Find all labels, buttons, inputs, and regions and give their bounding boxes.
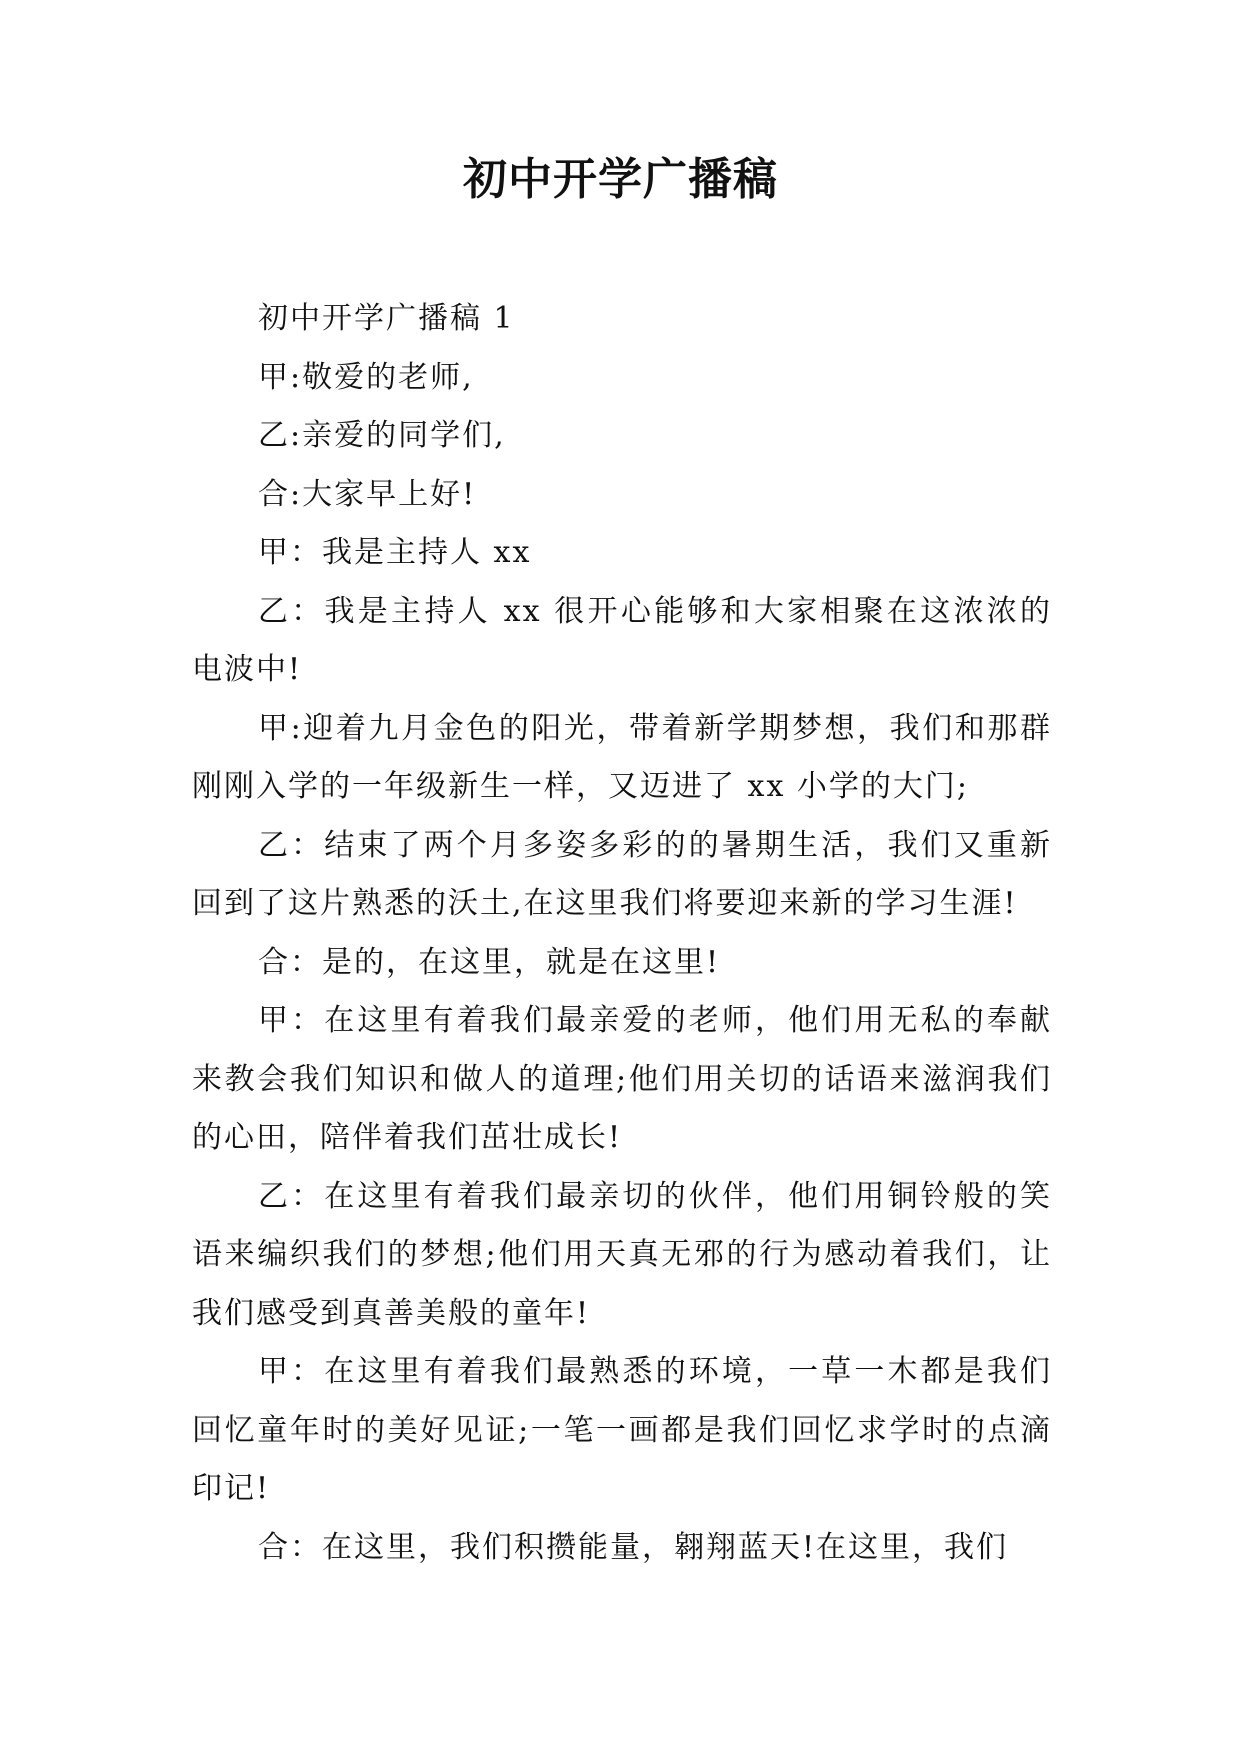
paragraph: 合：在这里，我们积攒能量，翱翔蓝天!在这里，我们 [258, 1529, 1009, 1565]
paragraph: 乙：在这里有着我们最亲切的伙伴，他们用铜铃般的笑语来编织我们的梦想;他们用天真无邪的行为感动着我们，让我们感受到真善美般的童年! [192, 1178, 1052, 1331]
paragraph: 合:大家早上好! [258, 476, 477, 512]
document-body [192, 290, 1052, 1577]
paragraph: 甲：我是主持人 xx [258, 535, 532, 570]
paragraph: 乙：我是主持人 xx 很开心能够和大家相聚在这浓浓的电波中! [192, 593, 1052, 687]
paragraph: 甲：在这里有着我们最亲爱的老师，他们用无私的奉献来教会我们知识和做人的道理;他们用关切的话语来滋润我们的心田，陪伴着我们茁壮成长! [192, 1003, 1052, 1155]
paragraph: 甲:迎着九月金色的阳光，带着新学期梦想，我们和那群刚刚入学的一年级新生一样，又迈进了 xx 小学的大门; [192, 710, 1052, 804]
paragraph-heading: 初中开学广播稿 1 [258, 301, 515, 336]
document-title: 初中开学广播稿 [463, 154, 778, 205]
paragraph: 乙:亲爱的同学们, [258, 418, 506, 453]
paragraph: 甲：在这里有着我们最熟悉的环境，一草一木都是我们回忆童年时的美好见证;一笔一画都是我们回忆求学时的点滴印记! [192, 1354, 1052, 1506]
paragraph: 合：是的，在这里，就是在这里! [258, 944, 721, 980]
paragraph: 甲:敬爱的老师, [258, 359, 474, 395]
paragraph: 乙：结束了两个月多姿多彩的的暑期生活，我们又重新回到了这片熟悉的沃土,在这里我们将要迎来新的学习生涯! [192, 827, 1052, 921]
